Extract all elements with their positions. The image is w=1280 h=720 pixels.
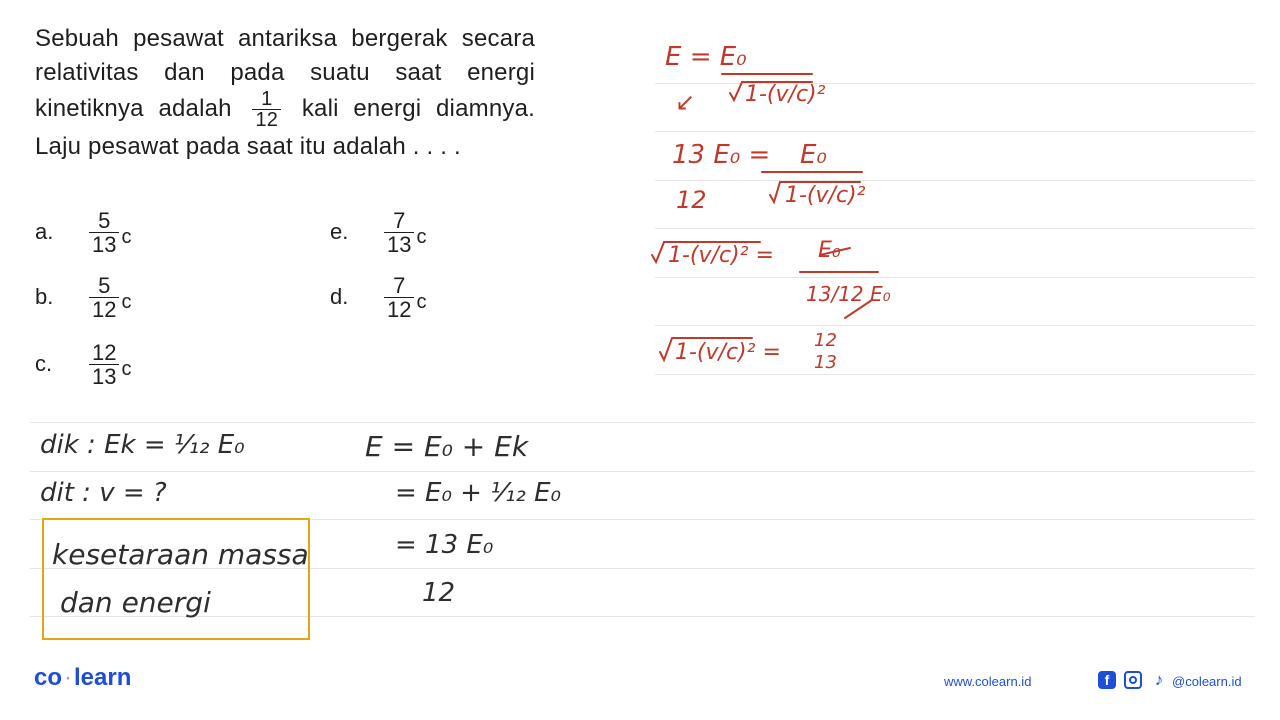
energy-equation-line-2: = E₀ + ¹⁄₁₂ E₀ (395, 478, 561, 508)
question-text-after: kali energi diamnya. Laju pesawat pada saat itu adalah . . . . (35, 94, 535, 160)
social-handle: @colearn.id (1172, 674, 1242, 689)
instagram-icon[interactable] (1124, 671, 1142, 689)
option-denominator: 13 (89, 232, 119, 256)
option-letter: e. (330, 219, 349, 244)
derivation-line-1-denominator: 1-(v/c)² (745, 82, 826, 107)
option-letter: c. (35, 351, 53, 376)
option-unit: c (121, 290, 132, 313)
topic-line-1: kesetaraan massa (52, 538, 309, 571)
asked-line: dit : v = ? (40, 478, 167, 508)
derivation-line-3-num: E₀ (818, 238, 841, 263)
energy-equation-line-1: E = E₀ + Ek (365, 430, 529, 463)
derivation-line-2-den: 1-(v/c)² (785, 183, 866, 208)
derivation-line-3-lhs: 1-(v/c)² = (668, 243, 774, 268)
topic-line-2: dan energi (60, 586, 211, 619)
fraction-denominator: 12 (252, 109, 281, 130)
option-denominator: 12 (384, 297, 414, 321)
option-unit: c (416, 290, 427, 313)
option-unit: c (121, 225, 132, 248)
option-unit: c (121, 357, 132, 380)
option-letter: b. (35, 284, 54, 309)
option-denominator: 13 (89, 364, 119, 388)
derivation-line-2-lhs: 13 E₀ = (672, 140, 771, 170)
topic-box (42, 518, 310, 640)
energy-equation-line-3: = 13 E₀ (395, 530, 494, 560)
derivation-line-4-num: 12 (814, 330, 837, 351)
derivation-line-1: E = E₀ (665, 42, 747, 72)
option-letter: d. (330, 284, 349, 309)
colearn-logo: co·learn (34, 664, 132, 691)
given-line: dik : Ek = ¹⁄₁₂ E₀ (40, 430, 245, 460)
derivation-line-4-lhs: 1-(v/c)² = (675, 340, 781, 365)
option-numerator: 5 (98, 207, 111, 233)
question-text-before: Sebuah pesawat antariksa bergerak secara relativitas dan pada suatu saat energi kinetiknya adalah (35, 25, 535, 122)
derivation-line-2-rhs: E₀ (800, 140, 827, 170)
derivation-line-3-den: 13/12 E₀ (806, 282, 891, 306)
check-mark-icon: ↙ (675, 88, 696, 116)
option-numerator: 7 (393, 207, 406, 233)
option-numerator: 12 (92, 339, 117, 365)
option-unit: c (416, 225, 427, 248)
option-denominator: 12 (89, 297, 119, 321)
tiktok-icon[interactable]: ♪ (1154, 670, 1164, 689)
option-letter: a. (35, 219, 54, 244)
option-denominator: 13 (384, 232, 414, 256)
option-numerator: 7 (393, 272, 406, 298)
option-numerator: 5 (98, 272, 111, 298)
derivation-line-2-lhs-den: 12 (676, 186, 707, 214)
facebook-icon[interactable]: f (1098, 671, 1116, 689)
energy-equation-line-3-den: 12 (422, 578, 456, 608)
fraction-numerator: 1 (261, 88, 273, 110)
website-link[interactable]: www.colearn.id (944, 674, 1032, 689)
derivation-line-4-den: 13 (814, 352, 837, 373)
